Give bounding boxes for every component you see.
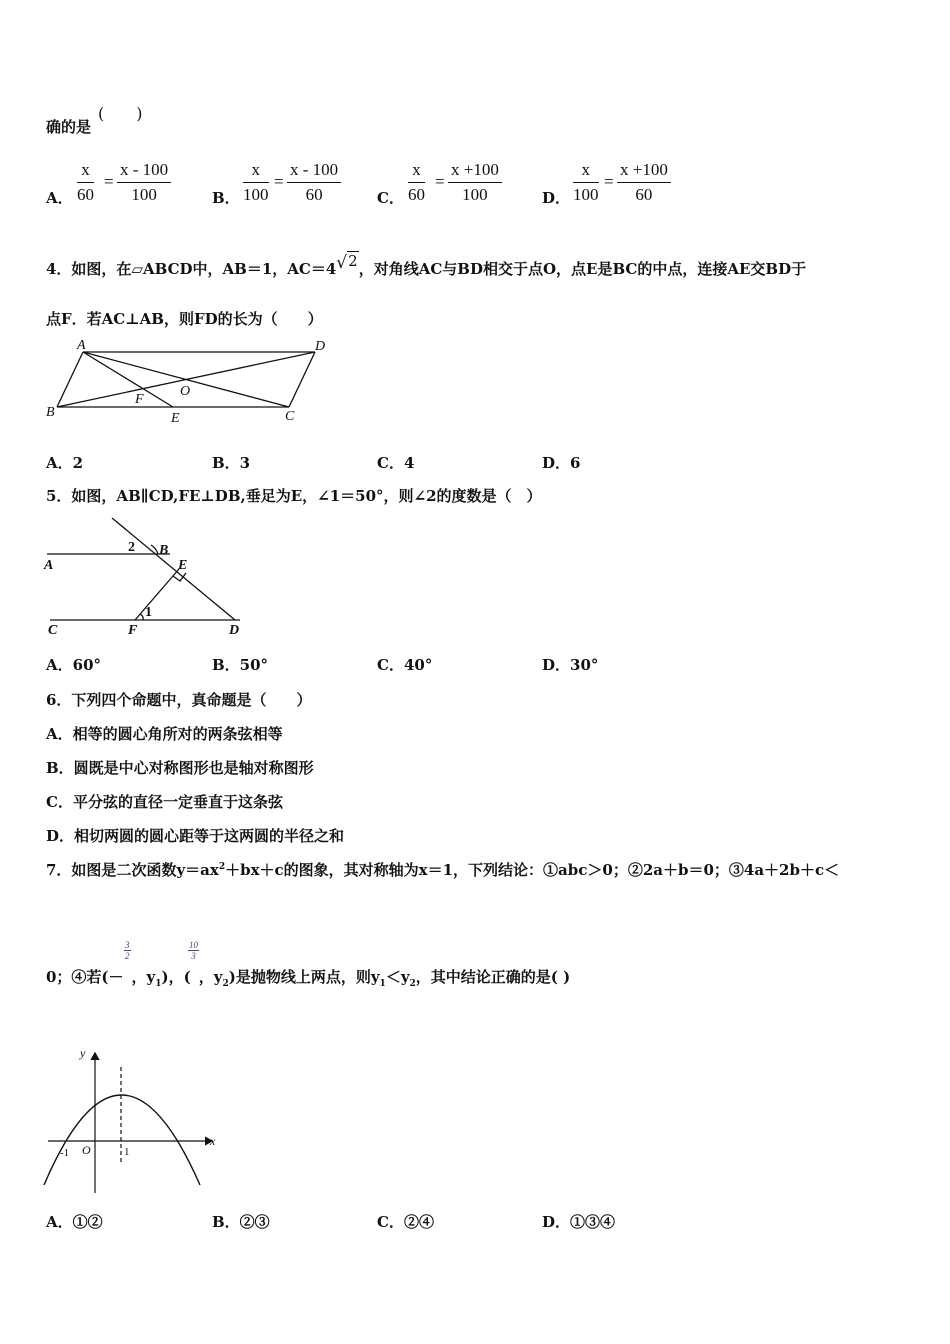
q3-lhs-fraction [408, 160, 425, 205]
q5-label-b: B [159, 543, 169, 558]
q7-sub-2: 2 [222, 979, 229, 989]
q3-rhs-fraction [617, 160, 671, 205]
q3-option-label: B． [212, 189, 240, 207]
q7-frac2-num: 10 [189, 940, 198, 950]
q6-option-b[interactable]: B．圆既是中心对称图形也是轴对称图形 [46, 759, 314, 777]
q3-tail-text: 确的是 [46, 118, 92, 136]
q7-line2-part-f: ＜y [385, 968, 410, 986]
q4-parallelogram-figure [40, 334, 340, 429]
q7-frac2-den: 3 [191, 951, 196, 961]
q4-label-f: F [135, 392, 144, 407]
q5-option-b[interactable]: B．50° [212, 656, 269, 674]
q3-rhs-fraction [117, 160, 171, 205]
q3-lhs-numerator: x [408, 160, 425, 183]
q4-text-part1: 4．如图，在▱ABCD中，AB＝1，AC＝4 [46, 260, 337, 278]
q7-option-b[interactable]: B．②③ [212, 1213, 270, 1231]
q3-option-label: D． [542, 189, 571, 207]
q7-parabola-graph [40, 1045, 225, 1200]
q4-option-d[interactable]: D．6 [542, 454, 581, 472]
q5-option-c[interactable]: C．40° [377, 656, 433, 674]
q5-question: 5．如图，AB∥CD,FE⊥DB,垂足为E，∠1＝50°，则∠2的度数是（ ） [46, 487, 542, 505]
q3-rhs-denominator: 100 [462, 185, 488, 204]
q7-line2-part-a: 0；④若(－ [46, 968, 124, 986]
q5-label-angle1: 1 [145, 605, 152, 620]
q4-option-b[interactable]: B．3 [212, 454, 251, 472]
q5-option-a[interactable]: A．60° [46, 656, 102, 674]
q4-label-b: B [46, 405, 55, 420]
q6-question: 6．下列四个命题中，真命题是（ ） [46, 691, 312, 709]
q7-line2-part-e: )是抛物线上两点，则y [228, 968, 380, 986]
q3-lhs-numerator: x [243, 160, 269, 183]
q3-equals-sign: = [604, 172, 614, 191]
q4-line1 [46, 252, 807, 279]
q7-line1-part-a: 7．如图是二次函数y＝ax [46, 861, 219, 879]
q3-rhs-fraction [448, 160, 502, 205]
q7-option-c[interactable]: C．②④ [377, 1213, 434, 1231]
q3-option-label: C． [377, 189, 404, 207]
q5-parallel-lines-figure [40, 512, 250, 642]
q4-label-o: O [180, 384, 191, 399]
q3-lhs-fraction [77, 160, 94, 205]
q3-lhs-denominator: 60 [77, 185, 94, 204]
q4-option-c[interactable]: C．4 [377, 454, 415, 472]
q3-rhs-denominator: 60 [305, 185, 323, 204]
q7-line2-part-c: )，( [161, 968, 191, 986]
q5-label-angle2: 2 [128, 540, 135, 555]
q5-label-c: C [48, 623, 58, 638]
q7-line2-part-d: ，y [198, 968, 223, 986]
q3-lhs-numerator: x [77, 160, 94, 183]
q3-lhs-denominator: 100 [243, 185, 269, 204]
q7-frac1-den: 2 [125, 951, 130, 961]
q7-option-a[interactable]: A．①② [46, 1213, 103, 1231]
q7-superscript: 2 [218, 862, 226, 872]
q3-tail-paren: ( ) [98, 104, 143, 123]
q5-label-f: F [128, 623, 138, 638]
q3-rhs-fraction [287, 160, 341, 205]
q4-line2: 点F．若AC⊥AB，则FD的长为（ ） [46, 310, 323, 328]
q3-lhs-denominator: 60 [408, 185, 425, 204]
q3-rhs-denominator: 60 [635, 185, 653, 204]
q7-fraction-2 [188, 940, 199, 961]
q3-rhs-numerator: x - 100 [287, 160, 341, 183]
q7-sub-4: 2 [409, 979, 416, 989]
q3-option-label: A． [46, 189, 73, 207]
q6-option-c[interactable]: C．平分弦的直径一定垂直于这条弦 [46, 793, 283, 811]
q3-rhs-numerator: x +100 [448, 160, 502, 183]
q3-lhs-fraction [573, 160, 599, 205]
q5-label-e: E [178, 558, 188, 573]
q7-line1-part-b: ＋bx＋c的图象，其对称轴为x＝1，下列结论：①abc＞0；②2a＋b＝0；③4a＋2b＋c＜ [225, 861, 840, 879]
q7-parabola-curve [44, 1095, 200, 1185]
q7-line2 [46, 966, 570, 989]
q7-sub-1: 1 [155, 979, 162, 989]
q3-lhs-fraction [243, 160, 269, 205]
q7-sub-3: 1 [379, 979, 386, 989]
q7-line1 [46, 859, 839, 880]
q3-lhs-denominator: 100 [573, 185, 599, 204]
q7-fraction-1 [124, 940, 131, 961]
q7-line2-part-g: ，其中结论正确的是( ) [415, 968, 571, 986]
q7-option-d[interactable]: D．①③④ [542, 1213, 616, 1231]
q3-rhs-numerator: x +100 [617, 160, 671, 183]
q3-equals-sign: = [435, 172, 445, 191]
q7-label-one: 1 [124, 1146, 130, 1158]
q6-option-d[interactable]: D．相切两圆的圆心距等于这两圆的半径之和 [46, 827, 345, 845]
q3-equals-sign: = [104, 172, 114, 191]
sqrt-symbol: √ [336, 253, 348, 273]
q7-line2-part-b: ，y [131, 968, 156, 986]
q3-equals-sign: = [274, 172, 284, 191]
q7-frac1-num: 3 [125, 940, 130, 950]
q5-label-d: D [229, 623, 240, 638]
q7-label-neg-one: -1 [60, 1147, 70, 1159]
q5-label-a: A [44, 558, 54, 573]
q7-label-origin: O [82, 1143, 91, 1157]
q3-rhs-denominator: 100 [131, 185, 157, 204]
q4-option-a[interactable]: A．2 [46, 454, 84, 472]
q3-lhs-numerator: x [573, 160, 599, 183]
q3-rhs-numerator: x - 100 [117, 160, 171, 183]
q6-option-a[interactable]: A．相等的圆心角所对的两条弦相等 [46, 725, 283, 743]
q4-label-d: D [315, 339, 326, 354]
q7-label-y: y [80, 1046, 86, 1060]
q4-label-e: E [171, 411, 180, 426]
q5-option-d[interactable]: D．30° [542, 656, 599, 674]
sqrt-argument: 2 [348, 252, 358, 270]
q4-label-c: C [285, 409, 295, 424]
q7-label-x: x [210, 1134, 216, 1148]
q4-label-a: A [77, 338, 86, 353]
q4-text-part2: ，对角线AC与BD相交于点O，点E是BC的中点，连接AE交BD于 [358, 260, 807, 278]
